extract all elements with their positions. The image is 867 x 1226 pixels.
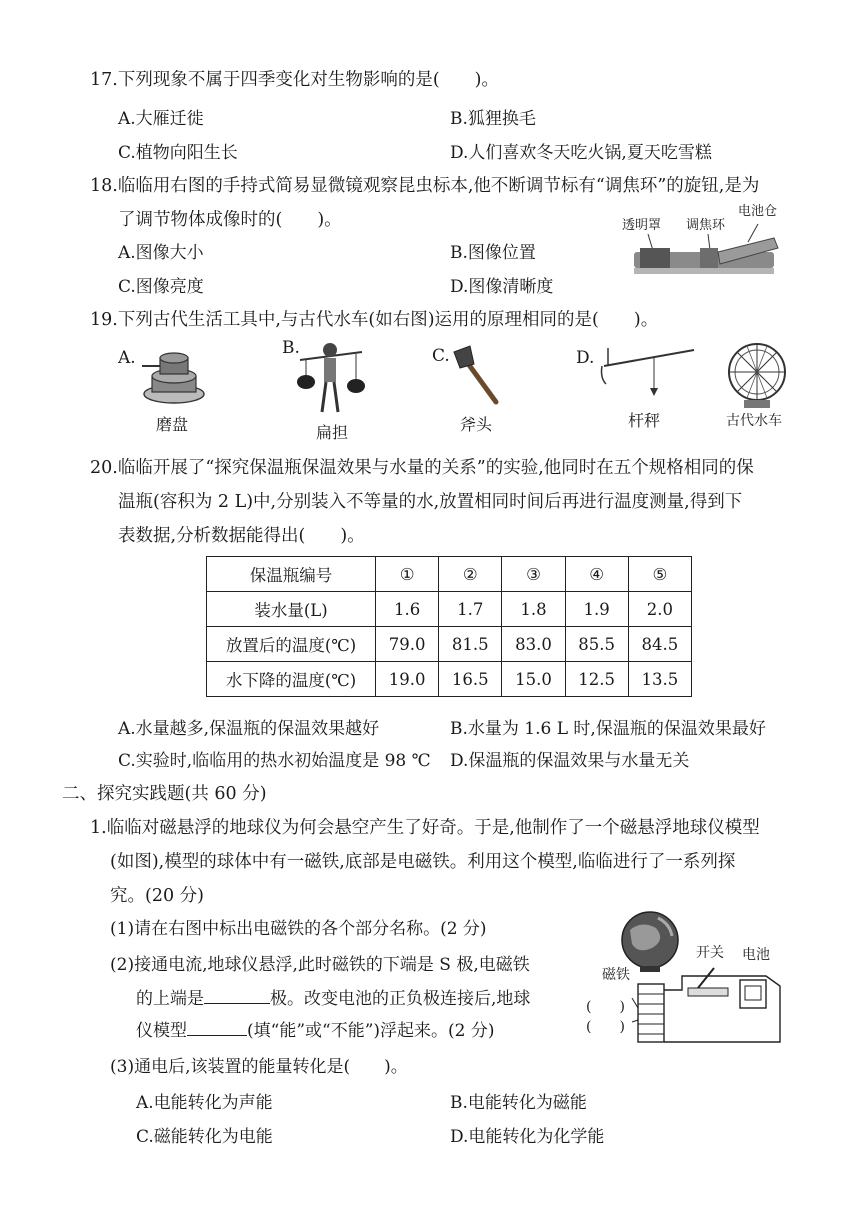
table-cell: 81.5 (439, 627, 502, 662)
table-cell: 1.7 (439, 592, 502, 627)
q18-option-a: A.图像大小 (118, 243, 204, 263)
table-cell: 1.8 (502, 592, 565, 627)
p1-sub2-text-b: 极。改变电池的正负极连接后,地球 (270, 989, 531, 1009)
table-cell: 水下降的温度(℃) (207, 662, 376, 697)
q17-option-a: A.大雁迁徙 (118, 109, 204, 129)
p1-option-d: D.电能转化为化学能 (450, 1127, 605, 1147)
table-cell: 85.5 (565, 627, 628, 662)
p1-sub2-text-d: (填“能”或“不能”)浮起来。(2 分) (247, 1021, 495, 1041)
q20-option-a: A.水量越多,保温瓶的保温效果越好 (118, 719, 380, 739)
battery-label: 电池 (742, 947, 770, 963)
q20-stem-line3: 表数据,分析数据能得出( )。 (118, 526, 365, 546)
q20-stem-line2: 温瓶(容积为 2 L)中,分别装入不等量的水,放置相同时间后再进行温度测量,得到下 (118, 492, 743, 512)
table-row (207, 627, 692, 662)
q19-letter-b: B. (282, 338, 300, 358)
q18-option-b: B.图像位置 (450, 243, 536, 263)
q20-option-d: D.保温瓶的保温效果与水量无关 (450, 751, 690, 771)
microscope-figure (620, 200, 780, 280)
table-cell: ③ (502, 557, 565, 592)
p1-sub2-line3 (136, 1016, 495, 1041)
p1-sub2-text-a: 的上端是 (136, 989, 204, 1009)
table-cell: 79.0 (376, 627, 439, 662)
magnet-label: 磁铁 (602, 967, 630, 983)
table-cell: 1.9 (565, 592, 628, 627)
q19-caption-d: 杆秤 (628, 411, 661, 430)
table-cell: 16.5 (439, 662, 502, 697)
table-cell: 保温瓶编号 (207, 557, 376, 592)
q18-option-c: C.图像亮度 (118, 277, 204, 297)
shoulder-pole-icon (296, 336, 366, 418)
q17-option-b: B.狐狸换毛 (450, 109, 536, 129)
p1-option-a: A.电能转化为声能 (136, 1093, 273, 1113)
p1-option-c: C.磁能转化为电能 (136, 1127, 273, 1147)
p1-sub2-text-c: 仪模型 (136, 1021, 187, 1041)
table-cell: ① (376, 557, 439, 592)
table-cell: 19.0 (376, 662, 439, 697)
q17-option-c: C.植物向阳生长 (118, 143, 238, 163)
q20-option-b: B.水量为 1.6 L 时,保温瓶的保温效果最好 (450, 719, 766, 739)
table-cell: 1.6 (376, 592, 439, 627)
p1-sub2-line1: (2)接通电流,地球仪悬浮,此时磁铁的下端是 S 极,电磁铁 (110, 955, 530, 975)
q17-stem: 17.下列现象不属于四季变化对生物影响的是( )。 (90, 70, 499, 90)
p1-option-b: B.电能转化为磁能 (450, 1093, 587, 1113)
answer-blank-pole[interactable] (204, 989, 270, 1004)
p1-sub1: (1)请在右图中标出电磁铁的各个部分名称。(2 分) (110, 919, 487, 939)
thermos-data-table (206, 556, 692, 697)
table-cell: 12.5 (565, 662, 628, 697)
table-row (207, 557, 692, 592)
water-wheel-icon (724, 340, 790, 410)
microscope-battery-label: 电池仓 (738, 204, 778, 219)
table-cell: 装水量(L) (207, 592, 376, 627)
q20-option-c: C.实验时,临临用的热水初始温度是 98 ℃ (118, 751, 431, 771)
q19-letter-a: A. (118, 348, 136, 368)
q19-letter-c: C. (432, 346, 450, 366)
table-cell: 2.0 (628, 592, 691, 627)
electromagnet-part-blank-2[interactable]: ( ) (586, 1019, 625, 1035)
table-cell: 13.5 (628, 662, 691, 697)
table-row (207, 662, 692, 697)
p1-stem-line2: (如图),模型的球体中有一磁铁,底部是电磁铁。利用这个模型,临临进行了一系列探 (110, 852, 736, 872)
microscope-lens-label: 透明罩 (622, 218, 662, 233)
q18-stem-line2: 了调节物体成像时的( )。 (118, 210, 342, 230)
table-cell: 15.0 (502, 662, 565, 697)
p1-sub2-line2 (136, 984, 530, 1009)
p1-stem-line3: 究。(20 分) (110, 886, 204, 906)
p1-sub3: (3)通电后,该装置的能量转化是( )。 (110, 1057, 408, 1077)
electromagnet-part-blank-1[interactable]: ( ) (586, 999, 625, 1015)
microscope-icon (620, 218, 780, 280)
answer-blank-float[interactable] (187, 1021, 247, 1036)
q19-water-wheel-caption: 古代水车 (726, 413, 782, 429)
table-cell: 84.5 (628, 627, 691, 662)
axe-icon (446, 344, 506, 408)
q19-caption-c: 斧头 (460, 415, 493, 434)
maglev-globe-figure (586, 910, 790, 1050)
table-cell: 83.0 (502, 627, 565, 662)
q20-stem-line1: 20.临临开展了“探究保温瓶保温效果与水量的关系”的实验,他同时在五个规格相同的保 (90, 458, 754, 478)
table-cell: ② (439, 557, 502, 592)
q18-stem-line1: 18.临临用右图的手持式简易显微镜观察昆虫标本,他不断调节标有“调焦环”的旋钮,是为 (90, 176, 760, 196)
q17-option-d: D.人们喜欢冬天吃火锅,夏天吃雪糕 (450, 143, 712, 163)
microscope-focus-label: 调焦环 (686, 218, 726, 233)
table-cell: ⑤ (628, 557, 691, 592)
q19-letter-d: D. (576, 348, 595, 368)
q19-caption-a: 磨盘 (156, 415, 189, 434)
switch-label: 开关 (696, 945, 724, 961)
q19-caption-b: 扁担 (316, 423, 349, 442)
section2-title: 二、探究实践题(共 60 分) (62, 784, 267, 804)
millstone-icon (134, 346, 214, 408)
table-cell: 放置后的温度(℃) (207, 627, 376, 662)
table-cell: ④ (565, 557, 628, 592)
q18-option-d: D.图像清晰度 (450, 277, 554, 297)
steelyard-icon (594, 344, 698, 404)
q19-stem: 19.下列古代生活工具中,与古代水车(如右图)运用的原理相同的是( )。 (90, 310, 659, 330)
table-row (207, 592, 692, 627)
p1-stem-line1: 1.临临对磁悬浮的地球仪为何会悬空产生了好奇。于是,他制作了一个磁悬浮地球仪模型 (90, 818, 760, 838)
